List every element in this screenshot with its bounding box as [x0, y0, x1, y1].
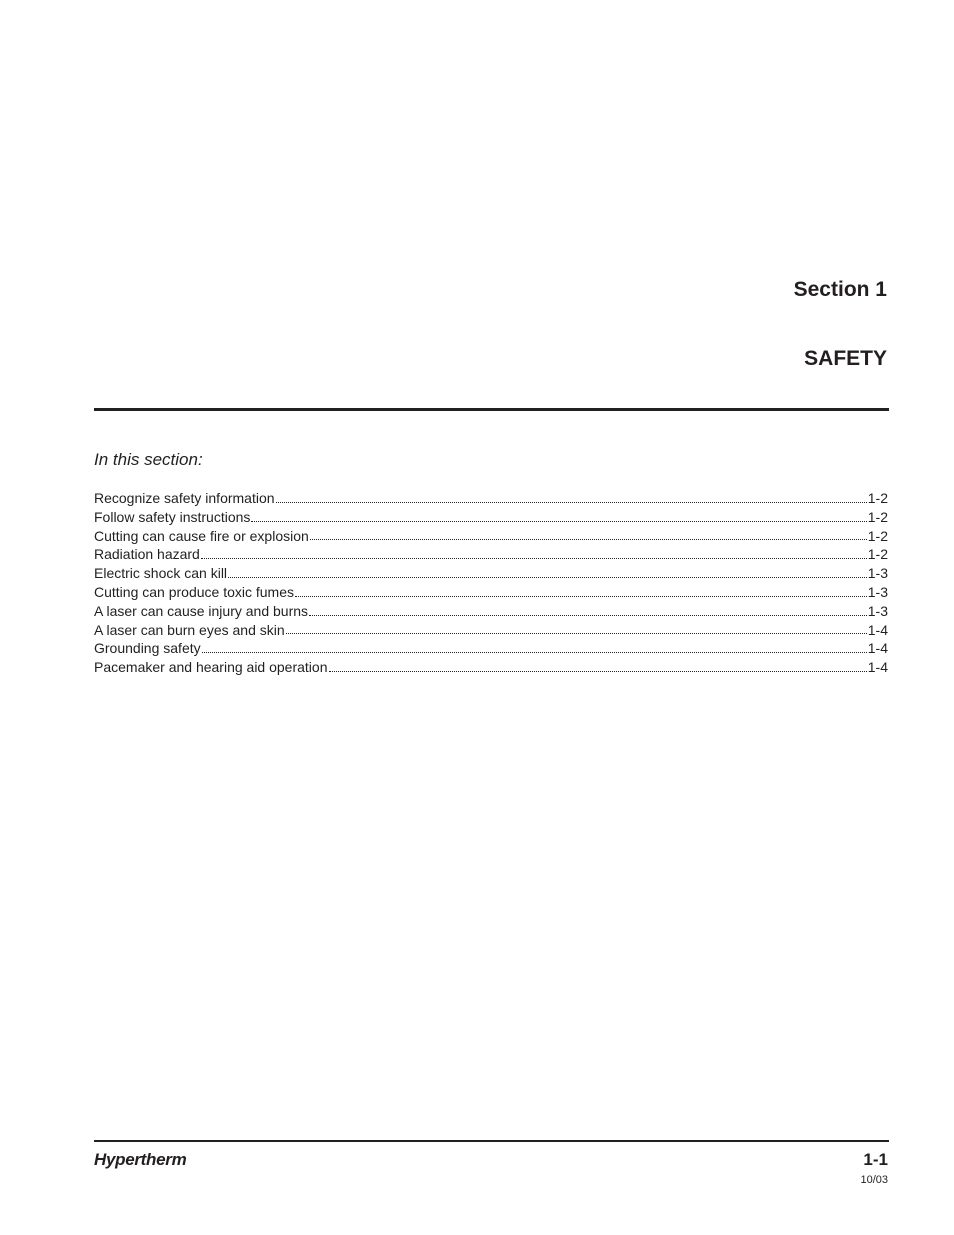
toc-entry-page: 1-2 — [867, 546, 888, 563]
page-number: 1-1 — [863, 1150, 888, 1169]
toc-entry-label: Recognize safety information — [94, 490, 275, 506]
dot-leader — [286, 633, 867, 634]
toc-entry-page: 1-4 — [867, 621, 888, 638]
table-of-contents — [94, 489, 888, 677]
revision-date: 10/03 — [860, 1174, 888, 1186]
toc-entry-page: 1-3 — [867, 583, 888, 600]
toc-entry-page: 1-3 — [867, 565, 888, 582]
toc-entry-page: 1-2 — [867, 490, 888, 506]
toc-entry-page: 1-3 — [867, 602, 888, 619]
toc-entry[interactable] — [94, 639, 888, 658]
section-title: SAFETY — [804, 347, 887, 370]
dot-leader — [295, 596, 867, 597]
toc-entry[interactable] — [94, 658, 888, 677]
toc-entry-page: 1-4 — [867, 640, 888, 657]
toc-entry-page: 1-4 — [867, 659, 888, 676]
toc-entry[interactable] — [94, 564, 888, 583]
dot-leader — [251, 521, 866, 522]
toc-entry[interactable] — [94, 583, 888, 602]
toc-entry-page: 1-2 — [867, 527, 888, 544]
dot-leader — [228, 577, 867, 578]
brand-logo: Hypertherm — [94, 1150, 187, 1169]
dot-leader — [201, 558, 867, 559]
toc-entry-label: Pacemaker and hearing aid operation — [94, 659, 328, 676]
dot-leader — [202, 652, 867, 653]
footer-divider — [94, 1140, 889, 1142]
toc-entry-label: Cutting can cause fire or explosion — [94, 527, 309, 544]
header-divider — [94, 408, 889, 411]
toc-entry[interactable] — [94, 621, 888, 640]
dot-leader — [310, 539, 867, 540]
toc-entry[interactable] — [94, 602, 888, 621]
toc-entry-label: Cutting can produce toxic fumes — [94, 583, 294, 600]
toc-entry[interactable] — [94, 545, 888, 564]
toc-entry-label: Follow safety instructions — [94, 508, 251, 525]
dot-leader — [309, 615, 867, 616]
toc-entry-label: Grounding safety — [94, 640, 201, 657]
toc-entry-label: A laser can cause injury and burns — [94, 602, 309, 619]
toc-entry-label: Radiation hazard — [94, 546, 200, 563]
toc-entry[interactable] — [94, 489, 888, 508]
dot-leader — [329, 671, 867, 672]
section-number: Section 1 — [793, 278, 887, 301]
toc-entry[interactable] — [94, 527, 888, 546]
dot-leader — [276, 502, 867, 503]
toc-intro: In this section: — [94, 450, 203, 469]
toc-entry[interactable] — [94, 508, 888, 527]
toc-entry-page: 1-2 — [867, 508, 888, 525]
toc-entry-label: Electric shock can kill — [94, 565, 228, 582]
toc-entry-label: A laser can burn eyes and skin — [94, 621, 285, 638]
